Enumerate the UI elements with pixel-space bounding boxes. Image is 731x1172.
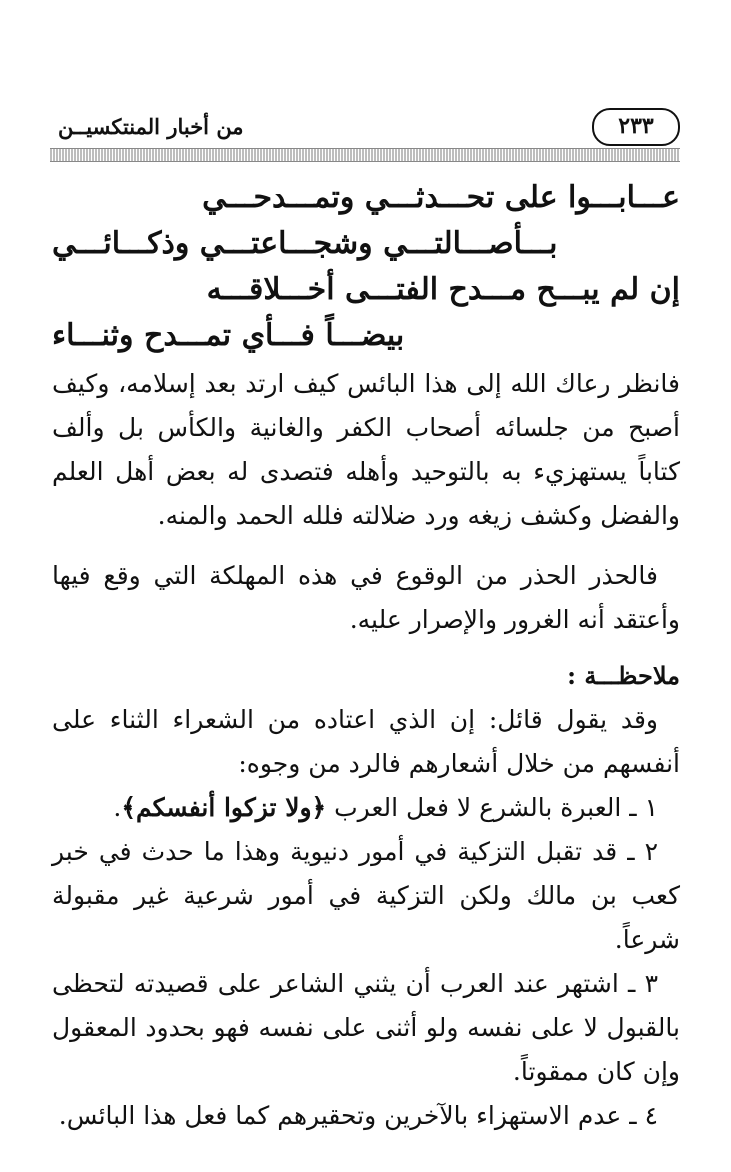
list-item: ٤ ـ عدم الاستهزاء بالآخرين وتحقيرهم كما فعل هذا البائس. [58,1101,658,1130]
list-item: ٢ ـ قد تقبل التزكية في أمور دنيوية وهذا ما حدث في خبر كعب بن مالك ولكن التزكية في أمور شرعية غير مقبولة شرعاً. [52,837,680,954]
list-item-text: ١ ـ العبرة بالشرع لا فعل العرب [326,793,658,822]
quran-quote: ﴿ولا تزكوا أنفسكم﴾ [121,793,327,822]
numbered-list [52,786,680,1138]
header-divider [50,148,680,162]
page-header [50,106,680,146]
running-title: من أخبار المنتكسيــن [58,114,244,139]
poem [52,176,680,360]
paragraph: وقد يقول قائل: إن الذي اعتاده من الشعراء الثناء على أنفسهم من خلال أشعارهم فالرد من وجوه: [52,705,680,778]
poem-verse: بيضـــاً فـــأي تمـــدح وثنـــاء [52,318,405,353]
list-item-end: . [113,793,122,822]
list-item: ٣ ـ اشتهر عند العرب أن يثني الشاعر على قصيدته لتحظى بالقبول لا على نفسه ولو أثنى على نفسه فهو بحدود المعقول وإن كان ممقوتاً. [52,969,680,1086]
page-body [52,362,680,1138]
page-number: ٢٣٣ [592,108,680,146]
poem-verse: إن لم يبـــح مـــدح الفتـــى أخـــلاقـــه [206,272,680,307]
note-heading: ملاحظـــة : [567,661,680,690]
paragraph: فانظر رعاك الله إلى هذا البائس كيف ارتد بعد إسلامه، وكيف أصبح من جلسائه أصحاب الكفر والغانية والكأس بل وألف كتاباً يستهزيء به بالتوحيد وأهله فتصدى له بعض أهل العلم والفضل وكشف زيغه ورد ضلالته فلله الحمد والمنه. [52,369,680,530]
paragraph: فالحذر الحذر من الوقوع في هذه المهلكة التي وقع فيها وأعتقد أنه الغرور والإصرار عليه. [52,561,680,634]
poem-verse: عـــابـــوا على تحـــدثـــي وتمـــدحـــي [202,180,680,215]
list-item [52,786,680,830]
poem-verse: بـــأصـــالتـــي وشجـــاعتـــي وذكـــائـــي [52,226,558,261]
